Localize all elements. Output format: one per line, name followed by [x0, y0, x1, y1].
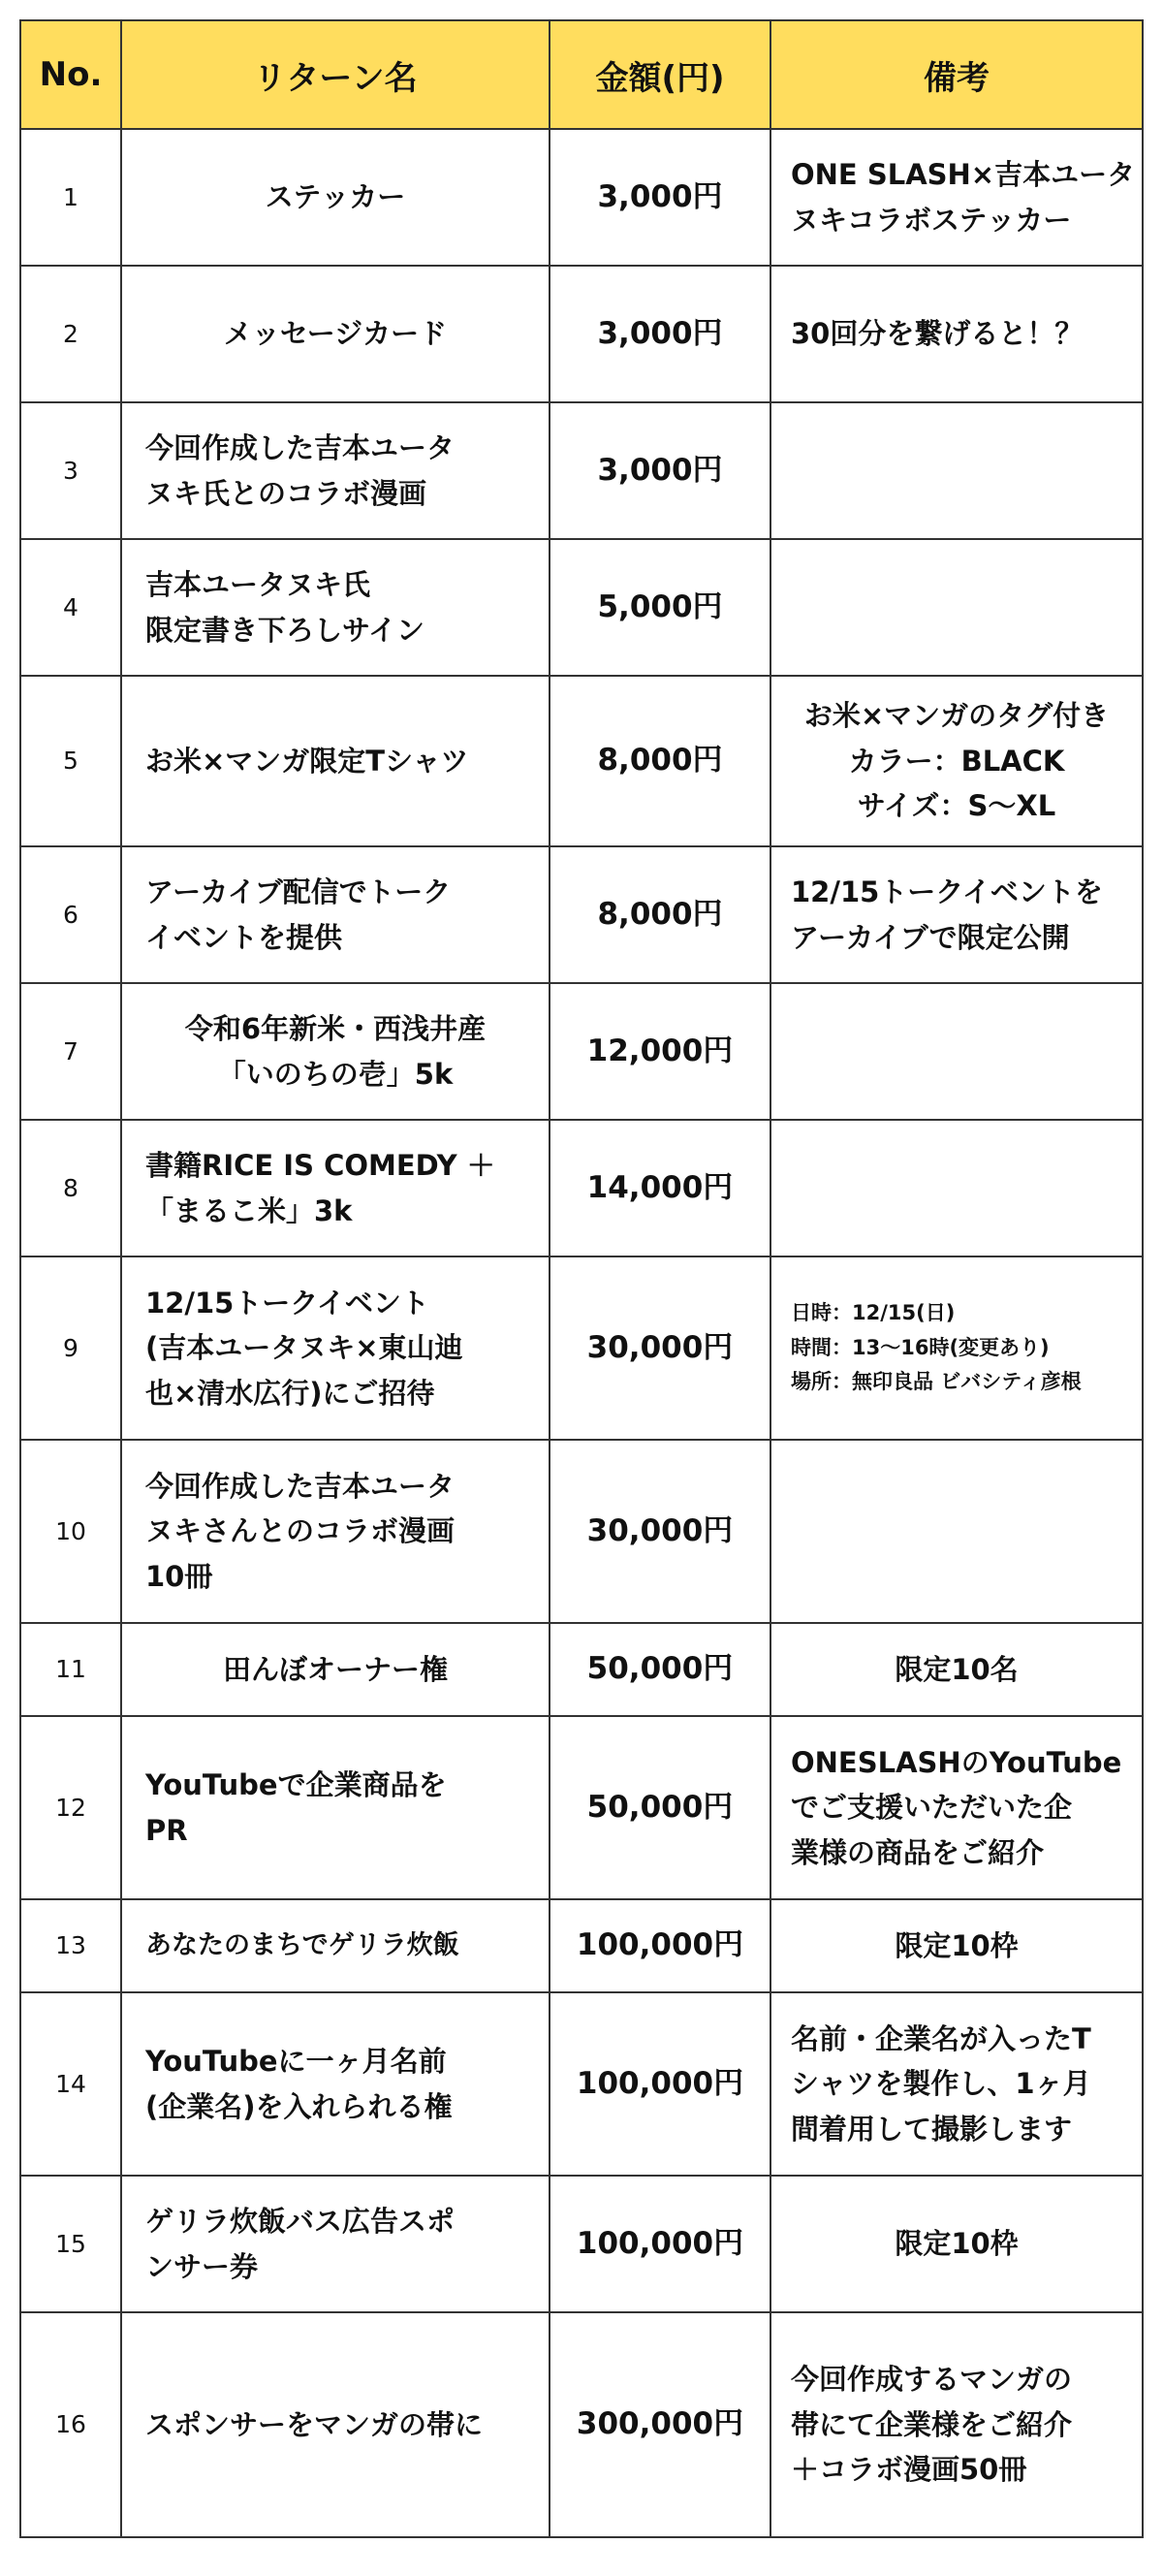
table-header-row [20, 20, 1143, 129]
return-name-line: 12/15トークイベント [145, 1286, 429, 1320]
note-line: 場所：無印良品 ビバシティ彦根 [791, 1370, 1082, 1394]
table-row [20, 1256, 1143, 1440]
note-line: 限定10枠 [895, 1928, 1019, 1962]
note-line: ONE SLASH×吉本ユータ [791, 158, 1136, 192]
return-name-line: PR [145, 1813, 188, 1847]
return-name-line: あなたのまちでゲリラ炊飯 [145, 1930, 459, 1961]
note [770, 129, 1143, 266]
return-name-line: 吉本ユータヌキ氏 [145, 568, 371, 602]
table-row [20, 1623, 1143, 1716]
table-row [20, 2312, 1143, 2537]
note-line: ONESLASHのYouTube [791, 1745, 1122, 1779]
row-number: 5 [20, 676, 121, 846]
return-name [121, 1899, 550, 1992]
price: 3,000円 [550, 129, 770, 266]
return-name [121, 2176, 550, 2312]
note [770, 402, 1143, 539]
note [770, 983, 1143, 1120]
note-line: 限定10名 [895, 1652, 1019, 1686]
price: 100,000円 [550, 1899, 770, 1992]
note [770, 846, 1143, 983]
return-name [121, 266, 550, 402]
note [770, 2312, 1143, 2537]
return-name-line: メッセージカード [223, 317, 448, 351]
return-name-line: 書籍RICE IS COMEDY ＋ [145, 1149, 495, 1183]
return-name-line: 田んぼオーナー権 [222, 1652, 448, 1686]
table-row [20, 1899, 1143, 1992]
table-row [20, 2176, 1143, 2312]
note-line: 名前・企業名が入ったT [791, 2021, 1091, 2055]
price: 50,000円 [550, 1623, 770, 1716]
returns-table [19, 19, 1144, 2538]
price: 100,000円 [550, 1992, 770, 2176]
row-number: 10 [20, 1440, 121, 1623]
return-name [121, 402, 550, 539]
table-row [20, 539, 1143, 676]
table-row [20, 129, 1143, 266]
return-name-line: YouTubeに一ヶ月名前 [145, 2045, 447, 2079]
return-name [121, 539, 550, 676]
price: 100,000円 [550, 2176, 770, 2312]
return-name-line: 限定書き下ろしサイン [145, 613, 424, 647]
table-row [20, 846, 1143, 983]
return-name-line: ンサー券 [145, 2249, 259, 2283]
price: 8,000円 [550, 676, 770, 846]
return-name-line: ヌキ氏とのコラボ漫画 [145, 476, 427, 510]
note-line: 12/15トークイベントを [791, 875, 1103, 909]
return-name [121, 1716, 550, 1899]
row-number: 8 [20, 1120, 121, 1256]
return-name-line: 令和6年新米・西浅井産 [184, 1012, 487, 1046]
price: 300,000円 [550, 2312, 770, 2537]
return-name-line: 也×清水広行)にご招待 [145, 1376, 435, 1410]
price: 30,000円 [550, 1256, 770, 1440]
note-line: 限定10枠 [895, 2227, 1019, 2261]
note-line: 時間：13〜16時(変更あり) [791, 1335, 1050, 1359]
return-name-line: 10冊 [145, 1559, 213, 1593]
return-name-line: ヌキさんとのコラボ漫画 [145, 1514, 456, 1548]
row-number: 1 [20, 129, 121, 266]
note [770, 1716, 1143, 1899]
table-row [20, 676, 1143, 846]
row-number: 14 [20, 1992, 121, 2176]
note [770, 1440, 1143, 1623]
note-line: 30回分を繋げると！？ [791, 317, 1084, 351]
table-body [20, 129, 1143, 2537]
note-line: ＋コラボ漫画50冊 [791, 2453, 1027, 2487]
return-name-line: (企業名)を入れられる権 [145, 2089, 453, 2123]
return-name [121, 676, 550, 846]
table-row [20, 1992, 1143, 2176]
price: 30,000円 [550, 1440, 770, 1623]
row-number: 3 [20, 402, 121, 539]
header-no: No. [20, 20, 121, 129]
row-number: 13 [20, 1899, 121, 1992]
note [770, 1120, 1143, 1256]
note-line: でご支援いただいた企 [791, 1791, 1073, 1825]
price: 14,000円 [550, 1120, 770, 1256]
table-row [20, 983, 1143, 1120]
note-line: サイズ：S〜XL [857, 789, 1056, 823]
row-number: 2 [20, 266, 121, 402]
return-name-line: 今回作成した吉本ユータ [145, 431, 456, 465]
header-return-name: リターン名 [121, 20, 550, 129]
return-name-line: アーカイブ配信でトーク [145, 875, 452, 909]
row-number: 9 [20, 1256, 121, 1440]
note-line: お米×マンガのタグ付き [803, 699, 1110, 733]
row-number: 6 [20, 846, 121, 983]
header-price: 金額(円) [550, 20, 770, 129]
return-name-line: (吉本ユータヌキ×東山迪 [145, 1331, 463, 1365]
price: 5,000円 [550, 539, 770, 676]
price: 8,000円 [550, 846, 770, 983]
price: 12,000円 [550, 983, 770, 1120]
table-row [20, 1440, 1143, 1623]
return-name-line: 「いのちの壱」5k [217, 1057, 454, 1091]
note [770, 539, 1143, 676]
row-number: 4 [20, 539, 121, 676]
note-line: シャツを製作し、1ヶ月 [791, 2067, 1091, 2101]
header-note: 備考 [770, 20, 1143, 129]
note-line: 間着用して撮影します [791, 2112, 1073, 2146]
note [770, 1256, 1143, 1440]
note [770, 1899, 1143, 1992]
table-row [20, 1120, 1143, 1256]
row-number: 11 [20, 1623, 121, 1716]
price: 3,000円 [550, 266, 770, 402]
return-name-line: 「まるこ米」3k [145, 1193, 353, 1227]
row-number: 7 [20, 983, 121, 1120]
return-name [121, 846, 550, 983]
row-number: 15 [20, 2176, 121, 2312]
return-name-line: YouTubeで企業商品を [145, 1768, 447, 1802]
note-line: アーカイブで限定公開 [791, 920, 1070, 954]
note-line: 今回作成するマンガの [791, 2363, 1073, 2397]
return-name [121, 2312, 550, 2537]
note [770, 266, 1143, 402]
return-name [121, 1256, 550, 1440]
return-name-line: お米×マンガ限定Tシャツ [145, 744, 469, 778]
returns-table-container [19, 19, 1144, 2538]
return-name-line: 今回作成した吉本ユータ [145, 1469, 456, 1503]
return-name [121, 983, 550, 1120]
table-row [20, 1716, 1143, 1899]
note-line: 帯にて企業様をご紹介 [791, 2407, 1073, 2441]
table-row [20, 266, 1143, 402]
table-row [20, 402, 1143, 539]
note-line: カラー：BLACK [848, 744, 1065, 778]
return-name-line: イベントを提供 [145, 920, 343, 954]
note-line: 日時：12/15(日) [791, 1300, 956, 1324]
return-name [121, 1992, 550, 2176]
row-number: 12 [20, 1716, 121, 1899]
note [770, 1992, 1143, 2176]
note [770, 2176, 1143, 2312]
return-name [121, 1623, 550, 1716]
return-name-line: ゲリラ炊飯バス広告スポ [145, 2205, 456, 2239]
price: 3,000円 [550, 402, 770, 539]
return-name [121, 1440, 550, 1623]
note [770, 676, 1143, 846]
return-name [121, 1120, 550, 1256]
return-name [121, 129, 550, 266]
note [770, 1623, 1143, 1716]
note-line: 業様の商品をご紹介 [791, 1835, 1045, 1869]
note-line: ヌキコラボステッカー [791, 203, 1072, 237]
price: 50,000円 [550, 1716, 770, 1899]
return-name-line: スポンサーをマンガの帯に [145, 2407, 484, 2441]
return-name-line: ステッカー [265, 180, 406, 214]
row-number: 16 [20, 2312, 121, 2537]
